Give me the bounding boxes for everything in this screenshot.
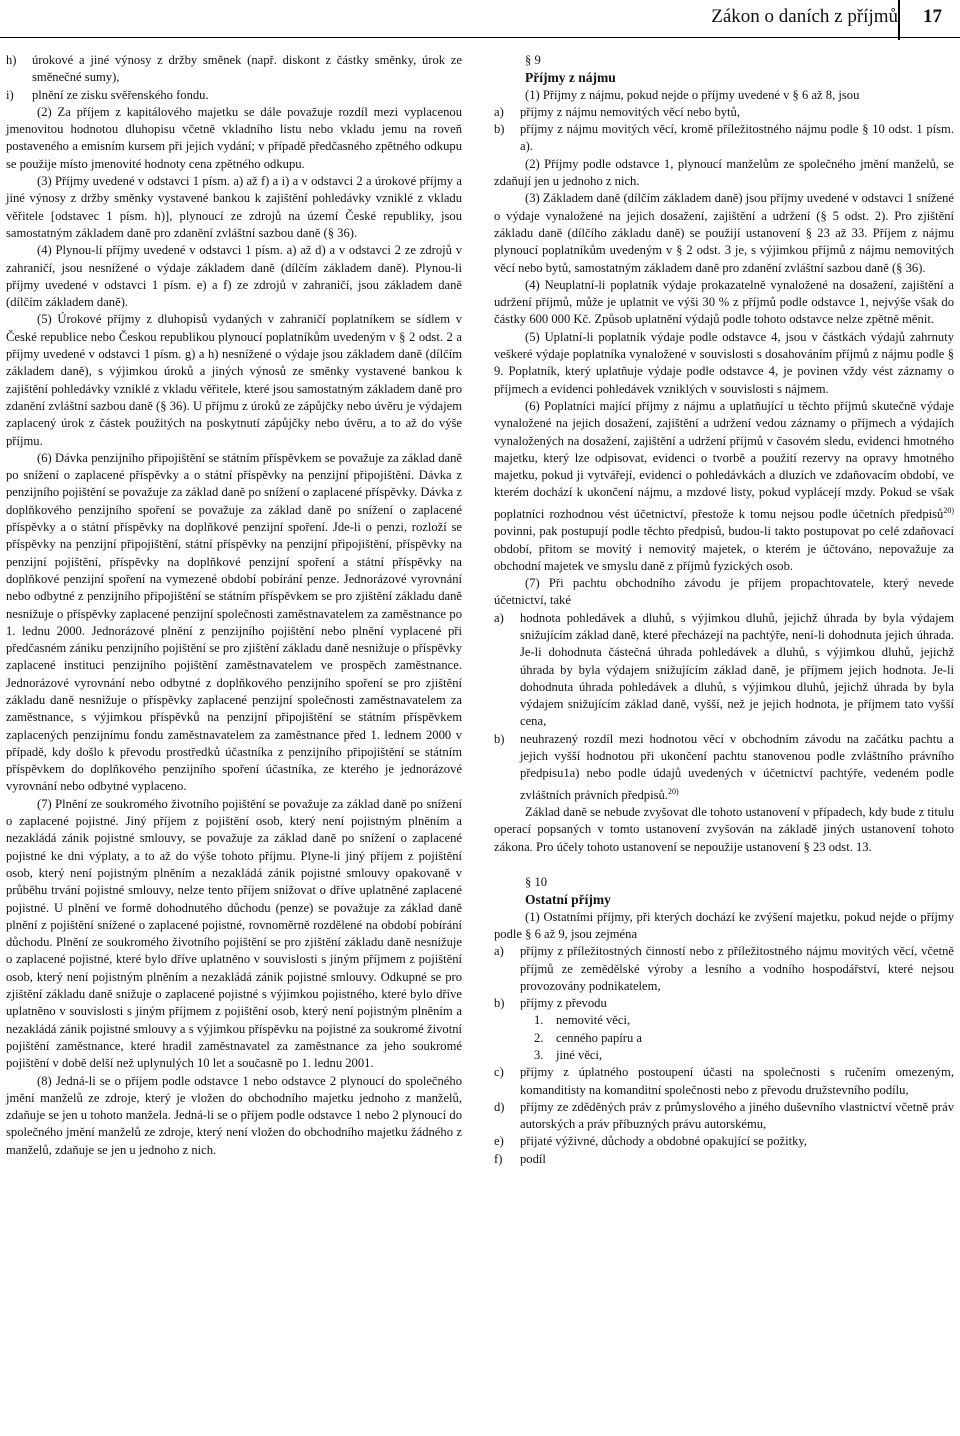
paragraph: (7) Plnění ze soukromého životního pojištění se považuje za základ daně po snížení o zaplacené pojistné. Jiný příjem z pojištění osob, který není pojistným plněním a nezakládá zánik pojistné smlouvy, se považuje za základ daně po snížení o zaplacené pojistné ke dni výplaty, a to až do výše tohoto příjmu. Plyne-li jiný příjem z pojištění osob, který není pojistným plněním a nezakládá zánik pojistné smlouvy opakovaně v průběhu trvání pojistné smlouvy, nelze tento příjem snižovat o dříve uplatněné zaplacené pojistné. U plnění ve formě dohodnutého důchodu (penze) se považuje za základ daně plnění z pojištění snížené o zaplacené pojistné, rovnoměrně rozdělené na období pobírání důchodu. Plnění ze soukromého životního pojištění se pro zjištění základu daně nesnižuje o zaplacené pojistné, které bylo dříve uplatněno v souvislosti s jiným příjmem z pojištění osob, který není pojistným plněním a nezakládá zánik pojistné smlouvy. Odkupné se pro zjištění základu daně snižuje o zaplacené pojistné s výjimkou pojistného, které bylo dříve uplatněno v souvislosti s jiným příjmem z pojištění osob, který není pojistným plněním a nezakládá zánik pojistné smlouvy a s výjimkou příspěvku na pojistné za soukromé životní pojištění zaměstnance, které hradil zaměstnavatel za zaměstnance za jeho soukromé pojištění v době delší než uplynulých 10 let a současně po 1. lednu 2001. <box>6 796 462 1071</box>
list-item <box>6 87 462 104</box>
item-text: přijaté výživné, důchody a obdobné opakující se požitky, <box>520 1134 808 1149</box>
section-number: § 10 <box>525 875 548 890</box>
list-item <box>494 1064 954 1099</box>
list-item <box>494 610 954 731</box>
item-text: úrokové a jiné výnosy z držby směnek (např. diskont z částky směnky, úrok ze směnečné sumy), <box>32 53 462 85</box>
list-item <box>494 1151 954 1168</box>
paragraph: (2) Za příjem z kapitálového majetku se dále považuje rozdíl mezi vyplacenou jmenovitou hodnotou dluhopisu včetně vkladního listu nebo vkladu jemu na roveň postaveného a emisním kursem při jejich vydání; v případě předčasného zpětného odkupu se použije místo jmenovité hodnoty cena zpětného odkupu. <box>6 104 462 171</box>
item-text: příjmy z úplatného postoupení účasti na společnosti s ručením omezeným, komanditisty na komanditní společnosti nebo z převodu družstevního podílu, <box>520 1065 954 1097</box>
list-item <box>494 121 954 156</box>
item-label: a) <box>494 104 504 119</box>
item-text: hodnota pohledávek a dluhů, s výjimkou dluhů, jejichž úhrada by byla výdajem snižujícím základ daně, které přecházejí na pachtýře, není-li dohodnuta jejich úhrada. Je-li dohodnuta částečná úhrada pohledávek a dluhů, s výjimkou dluhů, jejichž úhrada by byla výdajem snižujícím základ daně, je příjmem jejich hodnota. Je-li dohodnuta úhrada pohledávek a dluhů, s výjimkou dluhů, jejichž úhrada by byla výdajem snižujícím základ daně, vyšší, než je jejich hodnota, je příjmem tato vyšší cena, <box>520 610 954 729</box>
sub-item <box>494 1047 954 1064</box>
item-text: plnění ze zisku svěřenského fondu. <box>32 87 209 102</box>
item-label: b) <box>494 731 505 746</box>
paragraph: (5) Uplatní-li poplatník výdaje podle odstavce 4, jsou v částkách výdajů zahrnuty veškeré výdaje poplatníka vynaložené v souvislosti s dosahováním příjmů z nájmu podle § 9. Poplatník, který uplatňuje výdaje podle odstavce 4, je povinen vždy vést záznamy o příjmech a evidenci pohledávek vzniklých v souvislosti s nájmem. <box>494 329 954 396</box>
list-item <box>494 731 954 804</box>
item-text: příjmy ze zděděných práv z průmyslového a jiného duševního vlastnictví včetně práv autorských a práv příbuzných právu autorskému, <box>520 1099 954 1132</box>
section-title: Ostatní příjmy <box>525 892 611 908</box>
item-label: a) <box>494 610 504 625</box>
paragraph: (6) Poplatníci mající příjmy z nájmu a uplatňující u těchto příjmů skutečně výdaje vynaložené na jejich dosažení, zajištění a udržení vedou záznamy o příjmech a výdajích vynaložených na dosažení, zajištění a udržení příjmů v časovém sledu, evidenci hmotného majetku, který lze odpisovat, evidenci o tvorbě a použití rezervy na opravy hmotného majetku, pokud ji vytvářejí, evidenci o pohledávkách a dluzích ve zdaňovacím období, ve kterém dochází k ukončení nájmu, a mzdové listy, pokud vyplácejí mzdy. Pokud se však poplatníci rozhodnou vést účetnictví, přestože k tomu nejsou podle účetních předpisů$^{20)}$ povinni, pak postupují podle těchto předpisů, budou-li takto postupovat po celé zdaňovací období, přitom se movitý i nemovitý majetek, o kterém je účtováno, nepovažuje za obchodní majetek ve smyslu daně z příjmů fyzických osob. <box>494 398 954 573</box>
list-item <box>494 943 954 995</box>
section-number: § 9 <box>525 53 541 67</box>
header-divider <box>898 0 900 40</box>
sub-item <box>494 1030 954 1047</box>
sub-item-label: 3. <box>534 1048 544 1062</box>
item-label: e) <box>494 1134 504 1149</box>
paragraph: (2) Příjmy podle odstavce 1, plynoucí manželům ze společného jmění manželů, se zdaňují jen u jednoho z nich. <box>494 156 954 189</box>
section-title: Příjmy z nájmu <box>525 70 616 86</box>
item-label: f) <box>494 1151 503 1166</box>
item-label: b) <box>494 122 505 137</box>
list-item <box>494 104 954 121</box>
sub-item-label: 2. <box>534 1030 544 1045</box>
paragraph: Základ daně se nebude zvyšovat dle tohoto ustanovení v případech, kdy bude z titulu operací popsaných v tomto ustanovení zvyšován na základě jiných ustanovení tohoto zákona. Pro účely tohoto ustanovení se nepoužije ustanovení § 23 odst. 13. <box>494 805 954 854</box>
paragraph: (1) Ostatními příjmy, při kterých dochází ke zvýšení majetku, pokud nejde o příjmy podle § 6 až 9, jsou zejména <box>494 909 954 941</box>
item-text: příjmy z nájmu movitých věcí, kromě příležitostného nájmu podle § 10 odst. 1 písm. a). <box>520 122 954 154</box>
list-item <box>494 1099 954 1134</box>
page-number: 17 <box>923 6 942 27</box>
list-item <box>494 1133 954 1150</box>
paragraph: (5) Úrokové příjmy z dluhopisů vydaných v zahraničí poplatníkem se sídlem v České republice nebo Českou republikou plynoucí poplatníkům uvedeným v § 2 odst. 2 a příjmy uvedené v odstavci 1 písm. g) a h) nesnížené o výdaje jsou základem daně (dílčím základem daně), s výjimkou úroků a jiných výnosů ze směnky vystavené bankou k zajištění pohledávky vzniklé z vkladu věřitele, které jsou samostatným základem daně pro zdanění zvláštní sazbou daně (§ 36). U příjmu z úroků ze zápůjčky nebo úvěru je výdajem zaplacený úrok z částek použitých na poskytnutí zápůjčky nebo úvěru, a to až do výše příjmu. <box>6 312 462 448</box>
paragraph: (4) Plynou-li příjmy uvedené v odstavci 1 písm. a) až d) a v odstavci 2 ze zdrojů v zahraničí, jsou nesnížené o výdaje základem daně (dílčím základem daně). Plynou-li příjmy uvedené v odstavci 1 písm. e) a f) ze zdrojů v zahraničí, jsou základem daně (dílčím základem daně). <box>6 243 462 310</box>
sub-item-text: jiné věci, <box>556 1048 603 1062</box>
item-label: c) <box>494 1065 504 1080</box>
footnote-ref: 20) <box>943 505 954 515</box>
footnote-ref: 20) <box>667 786 679 796</box>
item-label: i) <box>6 87 14 102</box>
list-item <box>494 995 954 1012</box>
item-label: b) <box>494 996 505 1011</box>
item-text: podíl <box>520 1151 546 1166</box>
sub-item-text: cenného papíru a <box>556 1030 643 1045</box>
item-text: neuhrazený rozdíl mezi hodnotou věcí v obchodním závodu na začátku pachtu a jejich vyšší hodnotou při ukončení pachtu stanovenou podle zvláštního právního předpisu1a) nebo podle údajů uvedených v účetnictví pachtýře, vedeném podle zvláštních právních předpisů.$^{20)}$ <box>520 731 954 802</box>
item-label: h) <box>6 53 17 67</box>
paragraph: (6) Dávka penzijního připojištění se státním příspěvkem se považuje za základ daně po snížení o zaplacené příspěvky a o státní příspěvky na penzijní připojištění. Dávka z penzijního pojištění se považuje za základ daně po snížení o zaplacené příspěvky. Dávka z doplňkového penzijního spoření se považuje za základ daně po snížení o zaplacené příspěvky a o státní příspěvky na doplňkové penzijní spoření. Jde-li o penzi, rozloží se příspěvky na penzijní připojištění, státní příspěvky na penzijní připojištění, příspěvky na penzijní pojištění, příspěvky na doplňkové penzijní spoření a státní příspěvky na doplňkové penzijní spoření na vymezené období pobírání penze. Jednorázové vyrovnání nebo odbytné z penzijního připojištění se státním příspěvkem se pro zjištění základu daně nesnižuje o příspěvky zaplacené penzijní společnosti zaměstnavatelem za zaměstnance po 1. lednu 2000. Jednorázové plnění z penzijního pojištění nebo plnění vyplacené při předčasném zániku penzijního pojištění se pro zjištění základu daně nesnižuje o příspěvky zaplacené instituci penzijního pojištění zaměstnavatelem ve prospěch zaměstnance. Jednorázové vyrovnání nebo odbytné z doplňkového penzijního spoření se pro zjištění základu daně nesnižuje o příspěvky zaplacené penzijní společnosti zaměstnavatelem za zaměstnance, s výjimkou příspěvků na penzijní připojištění se státním příspěvkem zaplacených penzijnímu fondu zaměstnavatelem za zaměstnance před 1. lednem 2000 v případě, kdy došlo k převodu prostředků účastníka z penzijního připojištění se státním příspěvkem do doplňkového penzijního spoření účastníka, ze kterého je jednorázové vyrovnání nebo odbytné vyplaceno. <box>6 450 462 794</box>
right-column <box>494 52 954 1168</box>
running-title: Zákon o daních z příjmů <box>711 6 898 27</box>
paragraph: (4) Neuplatní-li poplatník výdaje prokazatelně vynaložené na dosažení, zajištění a udržení příjmů, může je uplatnit ve výši 30 % z příjmů podle odstavce 1, nejvýše však do částky 600 000 Kč. Způsob uplatnění výdajů podle tohoto odstavce nelze zpětně měnit. <box>494 277 954 327</box>
paragraph: (8) Jedná-li se o příjem podle odstavce 1 nebo odstavce 2 plynoucí do společného jmění manželů ze zdroje, který je vložen do obchodního majetku jednoho z manželů, zdaňuje se jen u tohoto manžela. Jedná-li se o příjem podle odstavce 1 nebo 2 plynoucí do společného jmění manželů ze zdroje, který není vložen do obchodního majetku žádného z manželů, zdaňuje se jen u jednoho z nich. <box>6 1073 462 1157</box>
paragraph: (3) Příjmy uvedené v odstavci 1 písm. a) až f) a i) a v odstavci 2 a úrokové příjmy a jiné výnosy z držby směnky vystavené bankou k zajištění pohledávky vzniklé z vkladu věřitele [odstavec 1 písm. h)], plynoucí ze zdrojů na území České republiky, jsou samostatným základem daně pro zdanění zvláštní sazbou daně (§ 36). <box>6 174 462 240</box>
item-text: příjmy z nájmu nemovitých věcí nebo bytů, <box>520 104 740 119</box>
list-item <box>6 52 462 87</box>
paragraph: (7) Při pachtu obchodního závodu je příjem propachtovatele, který nevede účetnictví, také <box>494 576 954 608</box>
spacer <box>494 856 954 874</box>
header-rule <box>0 37 960 38</box>
item-text: příjmy z převodu <box>520 996 607 1011</box>
item-text: příjmy z příležitostných činností nebo z příležitostného nájmu movitých věcí, včetně příjmů ze zemědělské výroby a lesního a vodního hospodářství, které nejsou provozovány podnikatelem, <box>520 944 954 993</box>
sub-item-label: 1. <box>534 1013 544 1028</box>
left-column <box>6 52 462 1159</box>
paragraph: (3) Základem daně (dílčím základem daně) jsou příjmy uvedené v odstavci 1 snížené o výdaje vynaložené na jejich dosažení, zajištění a udržení (§ 5 odst. 2). Pro zjištění základu daně (dílčího základu daně) se použijí ustanovení § 23 až 33. Příjem z nájmu plynoucí poplatníkům uvedeným v § 2 odst. 3 je, s výjimkou příjmů z nájmu nemovitých věcí nebo bytů, samostatným základem daně pro zdanění zvláštní sazbou daně (§ 36). <box>494 191 954 275</box>
sub-item-text: nemovité věci, <box>556 1013 631 1028</box>
item-label: a) <box>494 944 504 959</box>
paragraph: (1) Příjmy z nájmu, pokud nejde o příjmy uvedené v § 6 až 8, jsou <box>525 87 860 102</box>
sub-item <box>494 1012 954 1029</box>
item-label: d) <box>494 1099 505 1114</box>
